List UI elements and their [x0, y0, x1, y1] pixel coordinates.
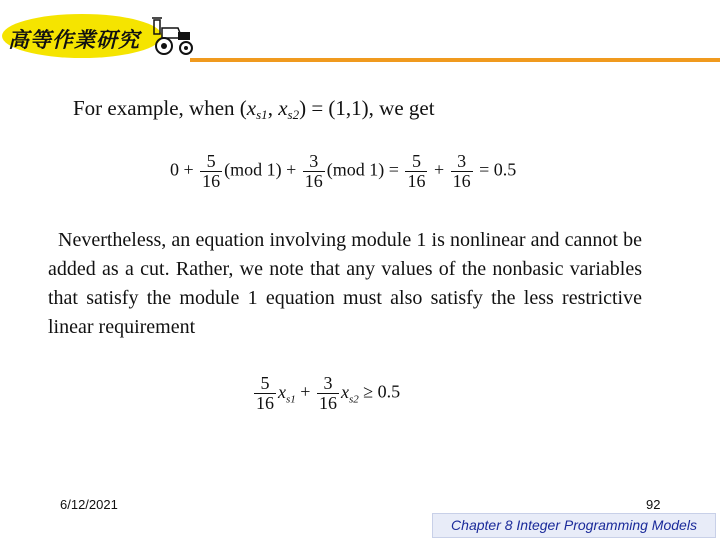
intro-var1-sub: s1 — [256, 107, 268, 122]
eq1-lead: 0 + — [170, 159, 199, 180]
eq2-rhs: ≥ 0.5 — [358, 381, 401, 402]
equation-cut-inequality — [252, 374, 400, 413]
header-rule — [190, 58, 720, 62]
equation-mod-sum — [170, 152, 516, 191]
eq1-frac2: $\frac{3}{16}$ — [304, 151, 323, 191]
eq2-frac2: $\frac{3}{16}$ — [318, 373, 337, 413]
page-number: 92 — [646, 497, 661, 512]
eq2-var2: $x_{s2}$ — [340, 381, 359, 406]
intro-prefix: For example, when ( — [73, 96, 247, 120]
eq1-frac3: $\frac{5}{16}$ — [407, 151, 426, 191]
eq1-frac4: $\frac{3}{16}$ — [452, 151, 471, 191]
logo-text: 高等作業研究 — [8, 28, 140, 52]
intro-var1: $x_{s1}$ — [246, 96, 268, 122]
intro-suffix: ) = (1,1), we get — [299, 96, 435, 120]
footer-date: 6/12/2021 — [60, 497, 118, 512]
eq1-mod2: (mod 1) = — [326, 159, 404, 180]
tractor-icon — [148, 14, 196, 60]
chapter-banner: Chapter 8 Integer Programming Models — [432, 513, 716, 538]
eq1-frac1: $\frac{5}{16}$ — [202, 151, 221, 191]
eq2-var1: $x_{s1}$ — [278, 381, 296, 406]
eq2-frac1: $\frac{5}{16}$ — [256, 373, 274, 413]
intro-sentence — [73, 96, 435, 123]
intro-sep: , — [267, 96, 279, 120]
eq1-plus: + — [429, 159, 449, 180]
eq1-mod1: (mod 1) + — [224, 159, 301, 180]
intro-var2-sub: s2 — [287, 107, 300, 122]
body-paragraph: Nevertheless, an equation involving module 1 is nonlinear and cannot be added as a cut. Rather, we note that any values of the nonbasic variables that satisfy the module 1 equation must also satisfy the less restrictive linear requirement — [48, 229, 642, 338]
intro-var2: $x_{s2}$ — [278, 96, 300, 122]
eq2-plus: + — [295, 381, 315, 402]
eq1-result: = 0.5 — [474, 159, 517, 180]
